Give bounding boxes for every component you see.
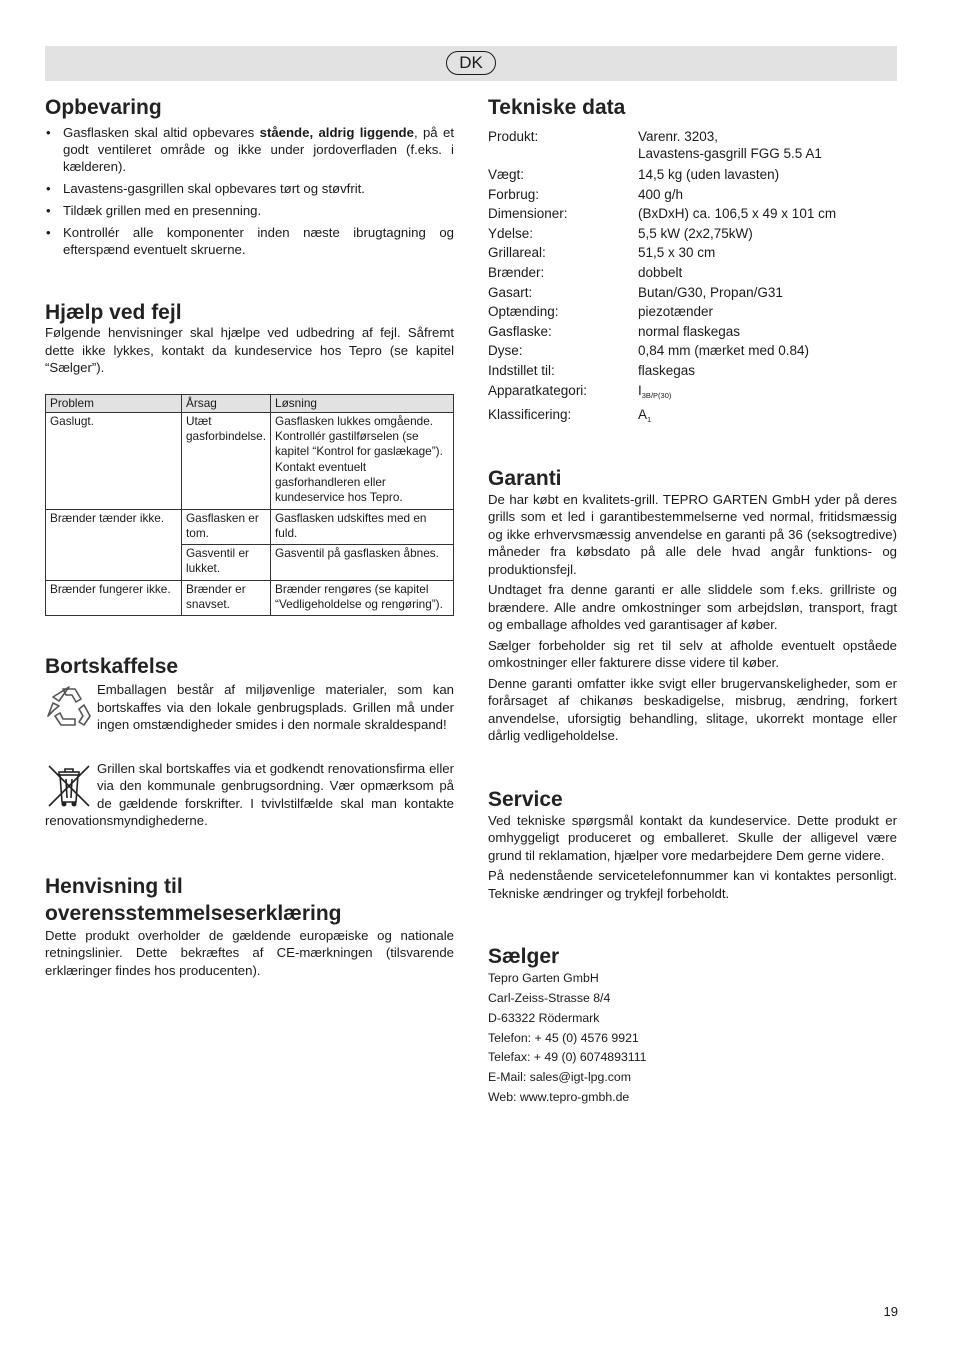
tech-row: [488, 341, 897, 361]
warranty-section: [488, 466, 897, 745]
storage-heading: Opbevaring: [45, 96, 162, 119]
table-row: [46, 412, 454, 509]
tech-row: [488, 165, 897, 185]
tech-label: Gasflaske:: [488, 323, 552, 339]
tech-row: [488, 204, 897, 224]
language-badge: DK: [446, 51, 496, 75]
service-section: [488, 787, 897, 903]
table-cell: Brænder rengøres (se kapitel “Vedligeholdelse og rengøring”).: [271, 580, 454, 616]
tech-heading: Tekniske data: [488, 96, 626, 119]
table-cell: Gasflasken er tom.: [182, 509, 271, 545]
troubleshooting-table: [45, 394, 454, 617]
seller-fax: Telefax: + 49 (0) 6074893111: [488, 1050, 647, 1065]
seller-email: E-Mail: sales@igt-lpg.com: [488, 1070, 632, 1085]
storage-list: [45, 124, 454, 258]
table-row: [46, 580, 454, 616]
column-header: Problem: [46, 394, 182, 412]
tech-row: [488, 381, 897, 406]
tech-value: 5,5 kW (2x2,75kW): [638, 225, 753, 241]
table-cell: Brænder tænder ikke.: [46, 509, 182, 580]
seller-line: Carl-Zeiss-Strasse 8/4: [488, 991, 611, 1006]
packaging-disposal: [45, 681, 454, 734]
disposal-section: [45, 654, 454, 830]
warranty-paragraph: Denne garanti omfatter ikke svigt eller brugervanskeligheder, som er forårsaget af chikanøs beskadigelse, misbrug, ændring, forkert anvendelse, uforsigtig behandling, slitage, ukorrekt montage eller dårlig vedligeholdelse.: [488, 675, 897, 744]
tech-row: [488, 263, 897, 283]
table-cell: Gaslugt.: [46, 412, 182, 509]
tech-value: flaskegas: [638, 362, 696, 378]
right-column: [488, 92, 897, 1108]
page-number: 19: [883, 1304, 898, 1319]
tech-value: (BxDxH) ca. 106,5 x 49 x 101 cm: [638, 206, 837, 222]
tech-value: A: [638, 407, 648, 423]
service-heading: Service: [488, 787, 563, 811]
troubleshooting-intro: Følgende henvisninger skal hjælpe ved udbedring af fejl. Såfremt dette ikke lykkes, kontakt da kundeservice hos Tepro (se kapitel “Sælger”).: [45, 325, 454, 375]
tech-value: dobbelt: [638, 264, 683, 280]
storage-section: [45, 94, 454, 258]
service-paragraph: Ved tekniske spørgsmål kontakt da kundeservice. Dette produkt er omhyggeligt produceret og emballeret. Skulle der alligevel være grund til reklamation, hjælper vore medarbejdere Dem gerne videre.: [488, 812, 897, 863]
left-column: [45, 92, 454, 979]
table-cell: Brænder fungerer ikke.: [46, 580, 182, 616]
tech-value: 51,5 x 30 cm: [638, 245, 716, 261]
tech-value: piezotænder: [638, 304, 714, 320]
conformity-heading-line: Henvisning til: [45, 874, 183, 898]
tech-label: Klassificering:: [488, 407, 572, 423]
conformity-heading-line: overensstemmelseserklæring: [45, 901, 342, 925]
table-header-row: [46, 394, 454, 412]
warranty-paragraph: De har købt en kvalitets-grill. TEPRO GARTEN GmbH yder på deres grills som et led i garantibestemmelserne ved normal, fritidsmæssig og ikke erhvervsmæssig anvendelse en garanti på 36 (seksogtredive) måneder fra købsdato på alle dele hvad angår funktions- og produktionsfejl.: [488, 491, 897, 577]
table-cell: Brænder er snavset.: [182, 580, 271, 616]
list-item: • Gasflasken skal altid opbevares stående, aldrig liggende, på et godt ventileret område og ikke under jordoverfladen (f.eks. i kælderen).: [46, 125, 454, 174]
disposal-heading: Bortskaffelse: [45, 655, 179, 679]
tech-value: Varenr. 3203,: [638, 129, 719, 144]
tech-row: [488, 302, 897, 322]
tech-row: [488, 243, 897, 263]
tech-label: Ydelse:: [488, 225, 534, 241]
tech-table: [488, 128, 897, 430]
tech-row: [488, 322, 897, 342]
tech-row: [488, 361, 897, 381]
conformity-text: Dette produkt overholder de gældende europæiske og nationale retningslinier. Dette bekræftes af CE-mærkningen (tilsvarende erklæringer findes hos producenten).: [45, 927, 454, 978]
tech-label: Indstillet til:: [488, 362, 555, 378]
tech-value: 400 g/h: [638, 186, 684, 202]
tech-value: normal flaskegas: [638, 323, 741, 339]
tech-label: Brænder:: [488, 264, 545, 280]
service-paragraph: På nedenstående servicetelefonnummer kan vi kontaktes personligt. Tekniske ændringer og trykfejl forbeholdt.: [488, 868, 897, 901]
seller-phone: Telefon: + 45 (0) 4576 9921: [488, 1030, 639, 1045]
recycling-icon: [45, 683, 93, 731]
tech-label: Dyse:: [488, 343, 523, 359]
tech-value: Lavastens-gasgrill FGG 5.5 A1: [638, 146, 822, 161]
warranty-paragraph: Undtaget fra denne garanti er alle sliddele som f.eks. grillriste og brændere. Alle andre omkostninger som arbejdsløn, transport, fragt og emballage afholdes ved garantisager af køber.: [488, 582, 897, 633]
seller-heading: Sælger: [488, 945, 560, 969]
tech-row: [488, 128, 897, 162]
tech-row: [488, 405, 897, 430]
tech-label: Gasart:: [488, 284, 533, 300]
tech-value: 0,84 mm (mærket med 0.84): [638, 343, 810, 359]
tech-label: Produkt:: [488, 129, 539, 144]
seller-section: [488, 944, 897, 1108]
tech-label: Grillareal:: [488, 245, 546, 261]
warranty-paragraph: Sælger forbeholder sig ret til selv at afholde eventuelt opståede omkostninger eller fakturere disse videre til køber.: [488, 637, 897, 671]
tech-label: Apparatkategori:: [488, 382, 588, 398]
grill-disposal-text: Grillen skal bortskaffes via et godkendt renovationsfirma eller via den kommunale genbrugsordning. Vær opmærksom på de gældende forskrifter. I tvivlstilfælde skal man kontakte renovationsmyndighederne.: [45, 760, 454, 829]
tech-label: Dimensioner:: [488, 206, 568, 222]
seller-line: D-63322 Rödermark: [488, 1010, 600, 1025]
tech-row: [488, 224, 897, 244]
crossed-bin-icon: [45, 762, 93, 810]
tech-label: Vægt:: [488, 167, 525, 182]
troubleshooting-heading: Hjælp ved fejl: [45, 301, 182, 324]
column-header: Løsning: [271, 394, 454, 412]
tech-label: Optænding:: [488, 304, 559, 320]
tech-row: [488, 283, 897, 303]
list-item: • Lavastens-gasgrillen skal opbevares tørt og støvfrit.: [46, 181, 365, 196]
conformity-heading: [45, 873, 454, 927]
tech-value-subscript: 3B/P(30): [641, 390, 672, 400]
warranty-heading: Garanti: [488, 466, 562, 490]
tech-value-subscript: 1: [647, 415, 652, 425]
column-header: Årsag: [182, 394, 271, 412]
tech-value: Butan/G30, Propan/G31: [638, 284, 783, 300]
seller-web: Web: www.tepro-gmbh.de: [488, 1090, 630, 1104]
seller-line: Tepro Garten GmbH: [488, 971, 599, 986]
table-cell: Gasventil på gasflasken åbnes.: [271, 545, 454, 581]
tech-value: 14,5 kg (uden lavasten): [638, 167, 780, 182]
tech-section: [488, 94, 897, 430]
table-row: [46, 509, 454, 545]
tech-label: Forbrug:: [488, 186, 540, 202]
list-item: • Tildæk grillen med en presenning.: [46, 203, 262, 218]
table-cell: Gasventil er lukket.: [182, 545, 271, 581]
troubleshooting-section: [45, 302, 454, 616]
list-item: • Kontrollér alle komponenter inden næste ibrugtagning og efterspænd eventuelt skruerne.: [46, 225, 454, 257]
table-cell: Gasflasken lukkes omgående. Kontrollér gastilførselen (se kapitel “Kontrol for gaslækage”). Kontakt eventuelt gasforhandleren eller kundeservice hos Tepro.: [271, 412, 454, 509]
conformity-section: [45, 873, 454, 980]
packaging-disposal-text: Emballagen består af miljøvenlige materialer, som kan bortskaffes via den lokale genbrugsplads. Grillen må under ingen omstændigheder smides i den normale skraldespand!: [97, 682, 454, 733]
table-cell: Gasflasken udskiftes med en fuld.: [271, 509, 454, 545]
tech-value: I: [638, 382, 642, 398]
tech-row: [488, 185, 897, 205]
grill-disposal: [45, 760, 454, 830]
table-cell: Utæt gasforbindelse.: [182, 412, 271, 509]
